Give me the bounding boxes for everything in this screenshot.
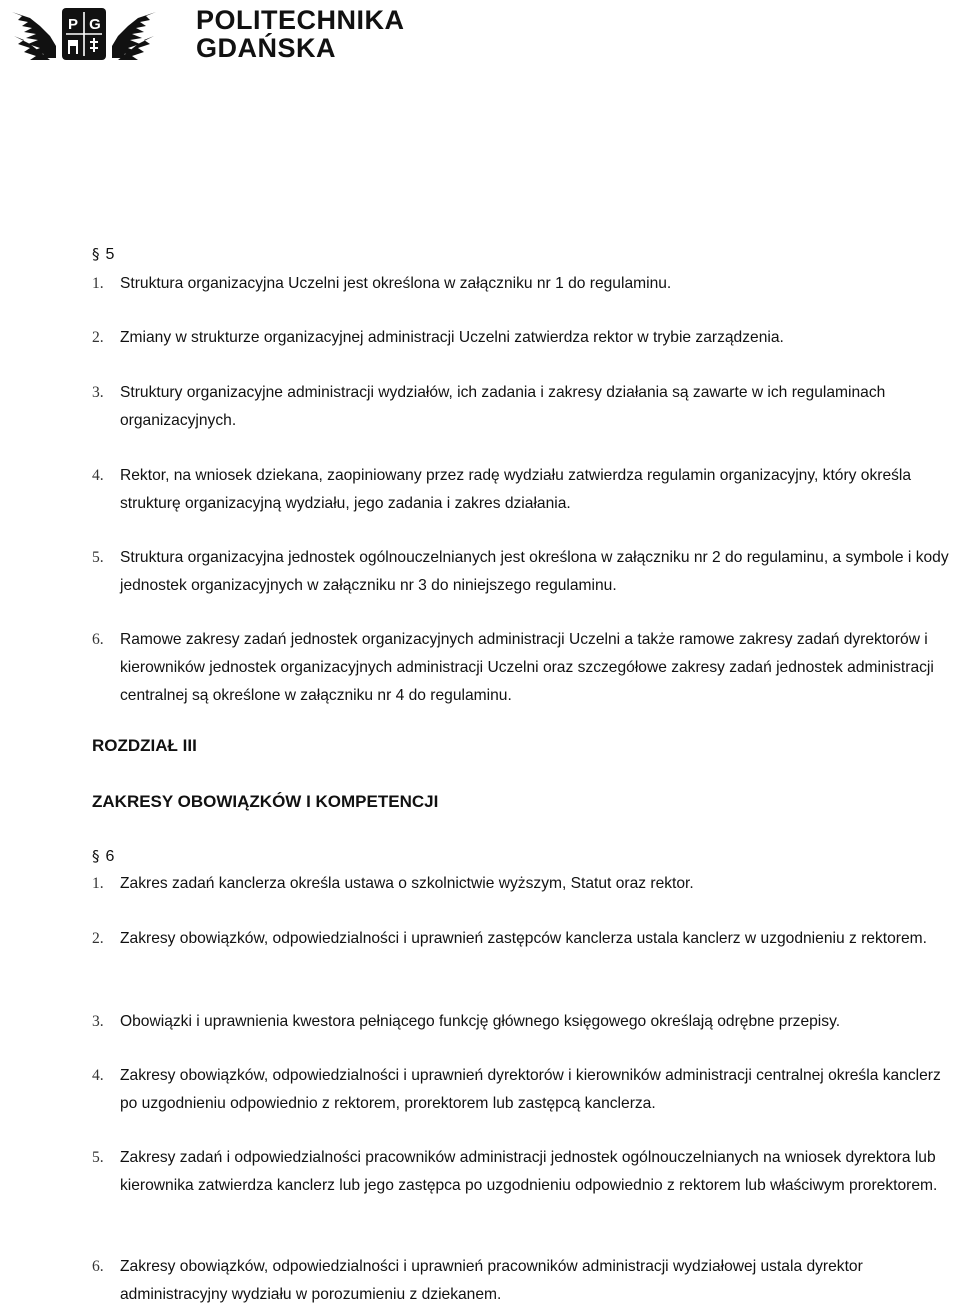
item-text: Zakresy obowiązków, odpowiedzialności i uprawnień zastępców kanclerza ustala kanclerz w uzgodnieniu z rektorem.	[120, 930, 927, 947]
item-number: 6.	[92, 1258, 104, 1275]
list-item	[92, 870, 952, 898]
list-item	[92, 324, 952, 352]
logo-line-1: POLITECHNIKA	[196, 5, 405, 35]
item-number: 2.	[92, 329, 104, 346]
chapter-title: ZAKRESY OBOWIĄZKÓW I KOMPETENCJI	[92, 792, 439, 811]
list-item	[92, 270, 952, 298]
item-text: Rektor, na wniosek dziekana, zaopiniowany przez radę wydziału zatwierdza regulamin organizacyjny, który określa strukturę organizacyjną wydziału, jego zadania i zakres działania.	[120, 467, 912, 512]
section-number: 5	[105, 246, 115, 263]
item-text: Zakresy obowiązków, odpowiedzialności i uprawnień pracowników administracji wydziałowej ustala dyrektor administracyjny wydziału w porozumieniu z dziekanem.	[120, 1258, 863, 1303]
section-6-heading	[92, 847, 114, 866]
list-item	[92, 462, 952, 518]
section-sign: §	[92, 245, 100, 263]
item-number: 4.	[92, 1067, 104, 1084]
list-item	[92, 1008, 952, 1036]
emblem-letter-g: G	[89, 16, 101, 33]
item-number: 6.	[92, 631, 104, 648]
item-number: 5.	[92, 1149, 104, 1166]
list-item	[92, 1062, 952, 1118]
chapter-label: ROZDZIAŁ III	[92, 736, 197, 755]
item-number: 4.	[92, 467, 104, 484]
item-text: Struktury organizacyjne administracji wydziałów, ich zadania i zakresy działania są zawarte w ich regulaminach organizacyjnych.	[120, 384, 886, 429]
university-logo	[10, 6, 405, 62]
logo-line-2: GDAŃSKA	[196, 33, 337, 63]
item-text: Struktura organizacyjna jednostek ogólnouczelnianych jest określona w załączniku nr 2 do regulaminu, a symbole i kody jednostek organizacyjnych w załączniku nr 3 do niniejszego regulaminu.	[120, 549, 949, 594]
list-item	[92, 1253, 952, 1309]
item-text: Zakresy obowiązków, odpowiedzialności i uprawnień dyrektorów i kierowników administracji centralnej określa kanclerz po uzgodnieniu odpowiednio z rektorem, prorektorem lub zastępcą kanclerza.	[120, 1067, 941, 1112]
section-5-heading	[92, 245, 114, 264]
item-number: 1.	[92, 875, 104, 892]
item-text: Zakres zadań kanclerza określa ustawa o szkolnictwie wyższym, Statut oraz rektor.	[120, 875, 694, 892]
emblem-letter-p: P	[67, 16, 79, 33]
item-text: Zmiany w strukturze organizacyjnej administracji Uczelni zatwierdza rektor w trybie zarządzenia.	[120, 329, 784, 346]
item-number: 3.	[92, 384, 104, 401]
item-number: 2.	[92, 930, 104, 947]
item-text: Zakresy zadań i odpowiedzialności pracowników administracji jednostek ogólnouczelnianych na wniosek dyrektora lub kierownika zatwierdza kanclerz lub jego zastępca po uzgodnieniu odpowiednio z rektorem lub właściwym prorektorem.	[120, 1149, 938, 1194]
list-item	[92, 379, 952, 435]
item-text: Struktura organizacyjna Uczelni jest określona w załączniku nr 1 do regulaminu.	[120, 275, 672, 292]
item-number: 3.	[92, 1013, 104, 1030]
university-name	[196, 6, 405, 62]
list-item	[92, 1144, 952, 1200]
item-text: Obowiązki i uprawnienia kwestora pełniącego funkcję głównego księgowego określają odrębne przepisy.	[120, 1013, 841, 1030]
item-number: 5.	[92, 549, 104, 566]
list-item	[92, 626, 952, 710]
list-item	[92, 925, 952, 953]
list-item	[92, 544, 952, 600]
item-number: 1.	[92, 275, 104, 292]
section-sign: §	[92, 847, 100, 865]
pg-emblem-icon	[10, 6, 158, 62]
item-text: Ramowe zakresy zadań jednostek organizacyjnych administracji Uczelni a także ramowe zakresy zadań dyrektorów i kierowników jednostek organizacyjnych administracji Uczelni oraz szczegółowe zakresy zadań jednostek administracji centralnej są określone w załączniku nr 4 do regulaminu.	[120, 631, 934, 704]
section-number: 6	[105, 848, 115, 865]
